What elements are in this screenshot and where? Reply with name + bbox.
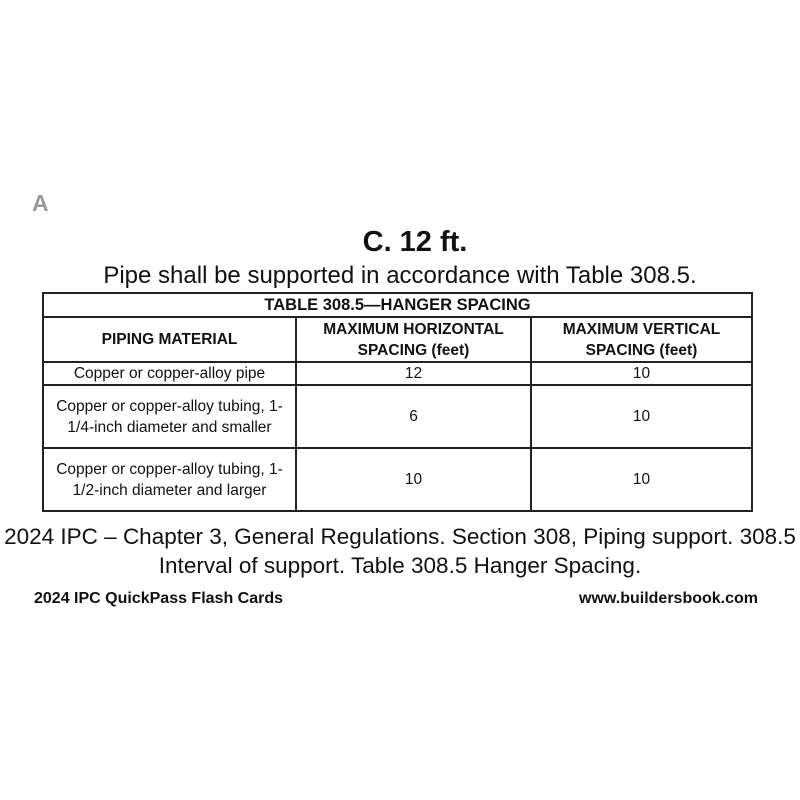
card-label: A <box>32 190 49 216</box>
hanger-spacing-table <box>42 292 753 512</box>
header-piping-material: PIPING MATERIAL <box>43 317 296 362</box>
cell-material: Copper or copper-alloy tubing, 1-1/4-inch diameter and smaller <box>43 385 296 448</box>
cell-horizontal: 6 <box>296 385 531 448</box>
code-citation: 2024 IPC – Chapter 3, General Regulations. Section 308, Piping support. 308.5 Interval of support. Table 308.5 Hanger Spacing. <box>4 524 796 578</box>
explanation-text: Pipe shall be supported in accordance with Table 308.5. <box>103 262 697 289</box>
table-title: TABLE 308.5—HANGER SPACING <box>43 293 752 317</box>
cell-vertical: 10 <box>531 385 752 448</box>
header-vertical-spacing: MAXIMUM VERTICAL SPACING (feet) <box>531 317 752 362</box>
cell-material: Copper or copper-alloy tubing, 1-1/2-inch diameter and larger <box>43 448 296 511</box>
cell-horizontal: 12 <box>296 362 531 385</box>
table-row <box>43 362 752 385</box>
header-horizontal-spacing: MAXIMUM HORIZONTAL SPACING (feet) <box>296 317 531 362</box>
cell-vertical: 10 <box>531 448 752 511</box>
footer-product-name: 2024 IPC QuickPass Flash Cards <box>34 590 284 607</box>
cell-horizontal: 10 <box>296 448 531 511</box>
table-row <box>43 448 752 511</box>
cell-material: Copper or copper-alloy pipe <box>43 362 296 385</box>
table-row <box>43 385 752 448</box>
footer-website: www.buildersbook.com <box>579 590 758 607</box>
cell-vertical: 10 <box>531 362 752 385</box>
answer-heading: C. 12 ft. <box>362 226 468 258</box>
